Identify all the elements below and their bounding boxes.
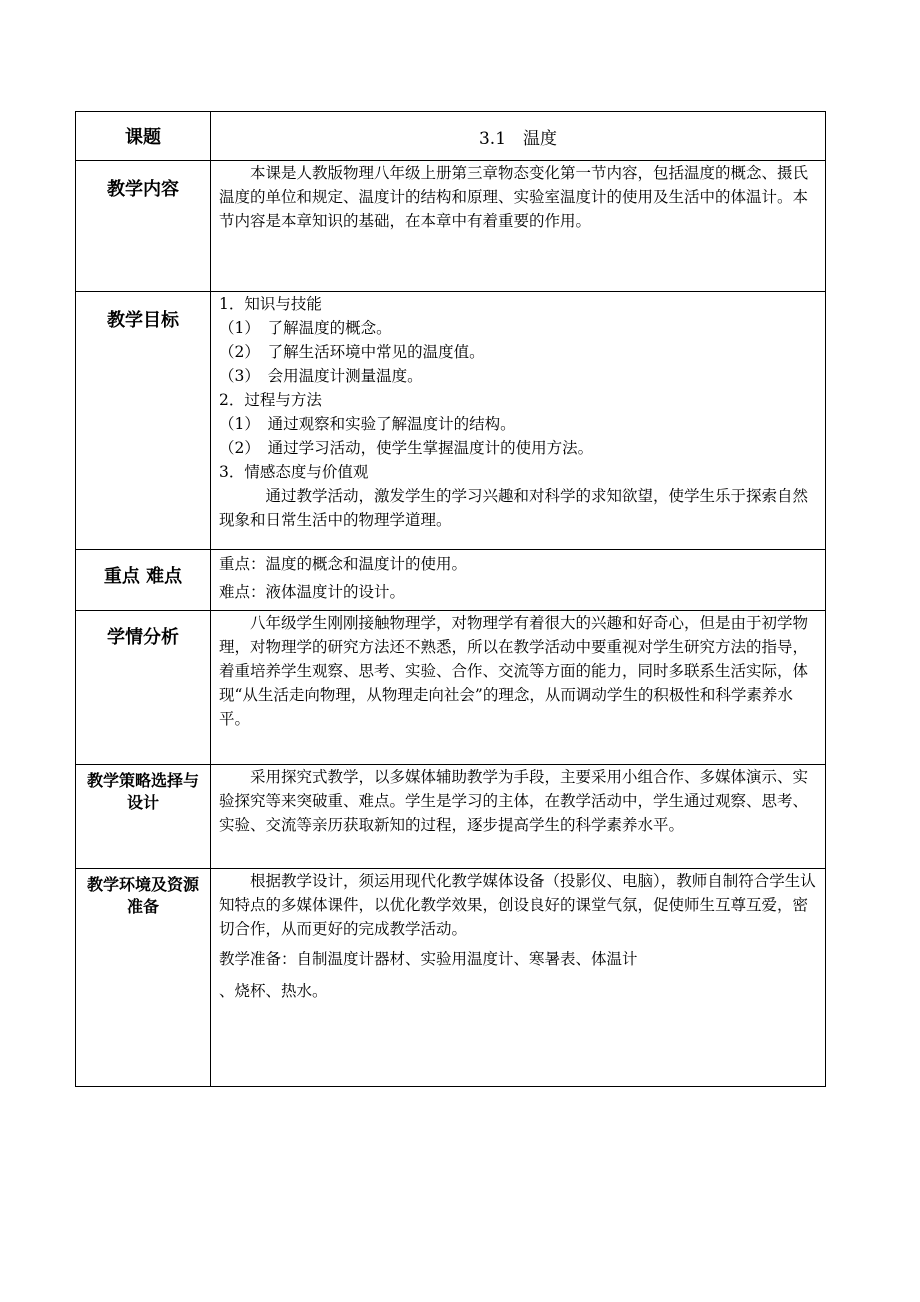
content-text: 本课是人教版物理八年级上册第三章物态变化第一节内容，包括温度的概念、摄氏温度的单位和规定、温度计的结构和原理、实验室温度计的使用及生活中的体温计。本节内容是本章知识的基础，在本章中有着重要的作用。: [219, 164, 809, 230]
objectives-item: （2） 了解生活环境中常见的温度值。: [219, 343, 485, 361]
keypoints-label: 重点 难点: [76, 550, 211, 611]
prep-line-1: 教学准备：自制温度计器材、实验用温度计、寒暑表、体温计: [219, 950, 638, 968]
row-objectives: [76, 292, 826, 550]
prep-line-2: 、烧杯、热水。: [219, 982, 328, 1000]
objectives-section-3-text: 通过教学活动，激发学生的学习兴趣和对科学的求知欲望，使学生乐于探索自然现象和日常生活中的物理学道理。: [219, 487, 809, 529]
difficult-point: 难点：液体温度计的设计。: [219, 583, 406, 601]
row-content: [76, 161, 826, 292]
row-topic: [76, 112, 826, 161]
key-point: 重点：温度的概念和温度计的使用。: [219, 555, 468, 573]
strategy-text: 采用探究式教学，以多媒体辅助教学为手段，主要采用小组合作、多媒体演示、实验探究等来突破重、难点。学生是学习的主体，在教学活动中，学生通过观察、思考、实验、交流等亲历获取新知的过程，逐步提高学生的科学素养水平。: [219, 768, 809, 834]
environment-text: 根据教学设计，须运用现代化教学媒体设备（投影仪、电脑），教师自制符合学生认知特点的多媒体课件，以优化教学效果，创设良好的课堂气氛，促使师生互尊互爱，密切合作，从而更好的完成教学活动。: [219, 872, 816, 938]
row-strategy: [76, 765, 826, 869]
objectives-section-2-title: 2．过程与方法: [219, 391, 322, 409]
objectives-item: （3） 会用温度计测量温度。: [219, 367, 423, 385]
analysis-text: 八年级学生刚刚接触物理学，对物理学有着很大的兴趣和好奇心，但是由于初学物理，对物理学的研究方法还不熟悉，所以在教学活动中要重视对学生研究方法的指导，着重培养学生观察、思考、实验、合作、交流等方面的能力，同时多联系生活实际，体现“从生活走向物理，从物理走向社会”的理念，从而调动学生的积极性和科学素养水平。: [219, 614, 809, 728]
environment-label: 教学环境及资源准备: [76, 869, 211, 1087]
topic-label: 课题: [76, 112, 211, 161]
objectives-section-3-title: 3．情感态度与价值观: [219, 463, 369, 481]
strategy-label: 教学策略选择与设计: [76, 765, 211, 869]
objectives-section-1-title: 1．知识与技能: [219, 295, 322, 313]
objectives-item: （1） 了解温度的概念。: [219, 319, 392, 337]
topic-value: 3.1 温度: [211, 112, 826, 161]
content-label: 教学内容: [76, 161, 211, 292]
objectives-item: （2） 通过学习活动，使学生掌握温度计的使用方法。: [219, 439, 594, 457]
objectives-item: （1） 通过观察和实验了解温度计的结构。: [219, 415, 516, 433]
analysis-label: 学情分析: [76, 611, 211, 765]
objectives-label: 教学目标: [76, 292, 211, 550]
row-analysis: [76, 611, 826, 765]
lesson-plan-table: [75, 111, 826, 1087]
row-keypoints: [76, 550, 826, 611]
row-environment: [76, 869, 826, 1087]
